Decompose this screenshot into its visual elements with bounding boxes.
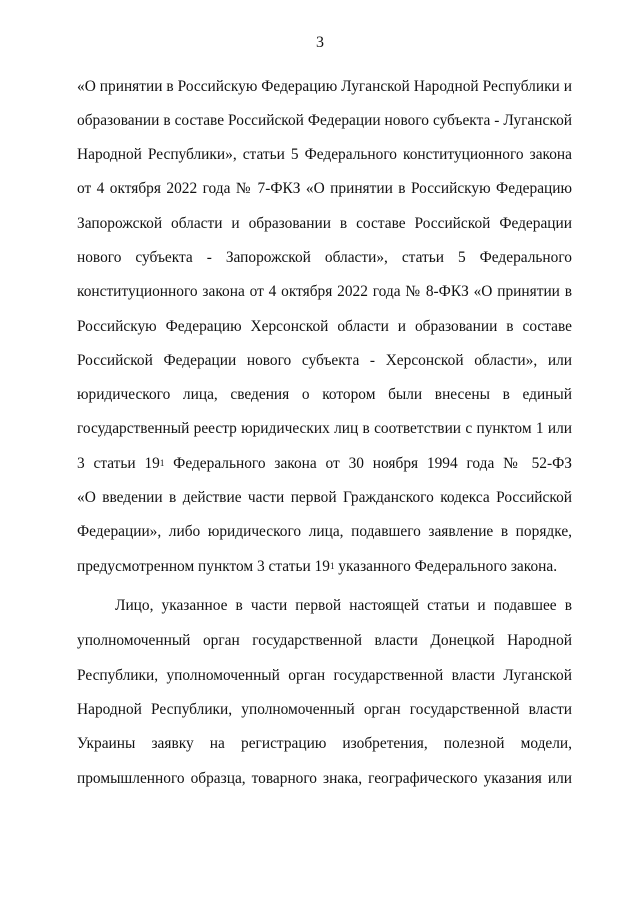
- text-line: Федерации», либо юридического лица, подавшего заявление в порядке,: [77, 523, 572, 540]
- page-number: 3: [316, 34, 324, 51]
- text-run: предусмотренном пунктом 3 статьи 19: [77, 558, 330, 575]
- text-line: Народной Республики», статьи 5 Федерального конституционного закона: [77, 146, 572, 163]
- text-line: [77, 454, 572, 474]
- text-line: промышленного образца, товарного знака, географического указания или: [77, 770, 572, 787]
- text-line: «О введении в действие части первой Гражданского кодекса Российской: [77, 489, 572, 506]
- text-line: Украины заявку на регистрацию изобретения, полезной модели,: [77, 735, 572, 752]
- text-line: Лицо, указанное в части первой настоящей статьи и подавшее в: [115, 597, 572, 614]
- text-line: [77, 557, 572, 577]
- text-line: юридического лица, сведения о котором были внесены в единый: [77, 386, 572, 403]
- text-run: указанного Федерального закона.: [334, 558, 558, 575]
- text-line: конституционного закона от 4 октября 2022 года № 8-ФКЗ «О принятии в: [77, 283, 572, 300]
- text-line: уполномоченный орган государственной власти Донецкой Народной: [77, 632, 572, 649]
- text-run: Федерального закона от 30 ноября 1994 года № 52-ФЗ: [164, 455, 572, 472]
- superscript: 1: [159, 458, 165, 468]
- text-line: Республики, уполномоченный орган государственной власти Луганской: [77, 667, 572, 684]
- text-line: Российскую Федерацию Херсонской области и образовании в составе: [77, 318, 572, 335]
- superscript: 1: [329, 561, 335, 571]
- text-line: государственный реестр юридических лиц в соответствии с пунктом 1 или: [77, 420, 572, 437]
- text-line: образовании в составе Российской Федерации нового субъекта - Луганской: [77, 112, 572, 129]
- text-line: «О принятии в Российскую Федерацию Луганской Народной Республики и: [77, 78, 572, 95]
- text-line: Запорожской области и образовании в составе Российской Федерации: [77, 215, 572, 232]
- text-line: нового субъекта - Запорожской области», статьи 5 Федерального: [77, 249, 572, 266]
- text-run: 3 статьи 19: [77, 455, 160, 472]
- text-line: от 4 октября 2022 года № 7-ФКЗ «О принятии в Российскую Федерацию: [77, 180, 572, 197]
- text-line: Народной Республики, уполномоченный орган государственной власти: [77, 701, 572, 718]
- text-line: Российской Федерации нового субъекта - Херсонской области», или: [77, 352, 572, 369]
